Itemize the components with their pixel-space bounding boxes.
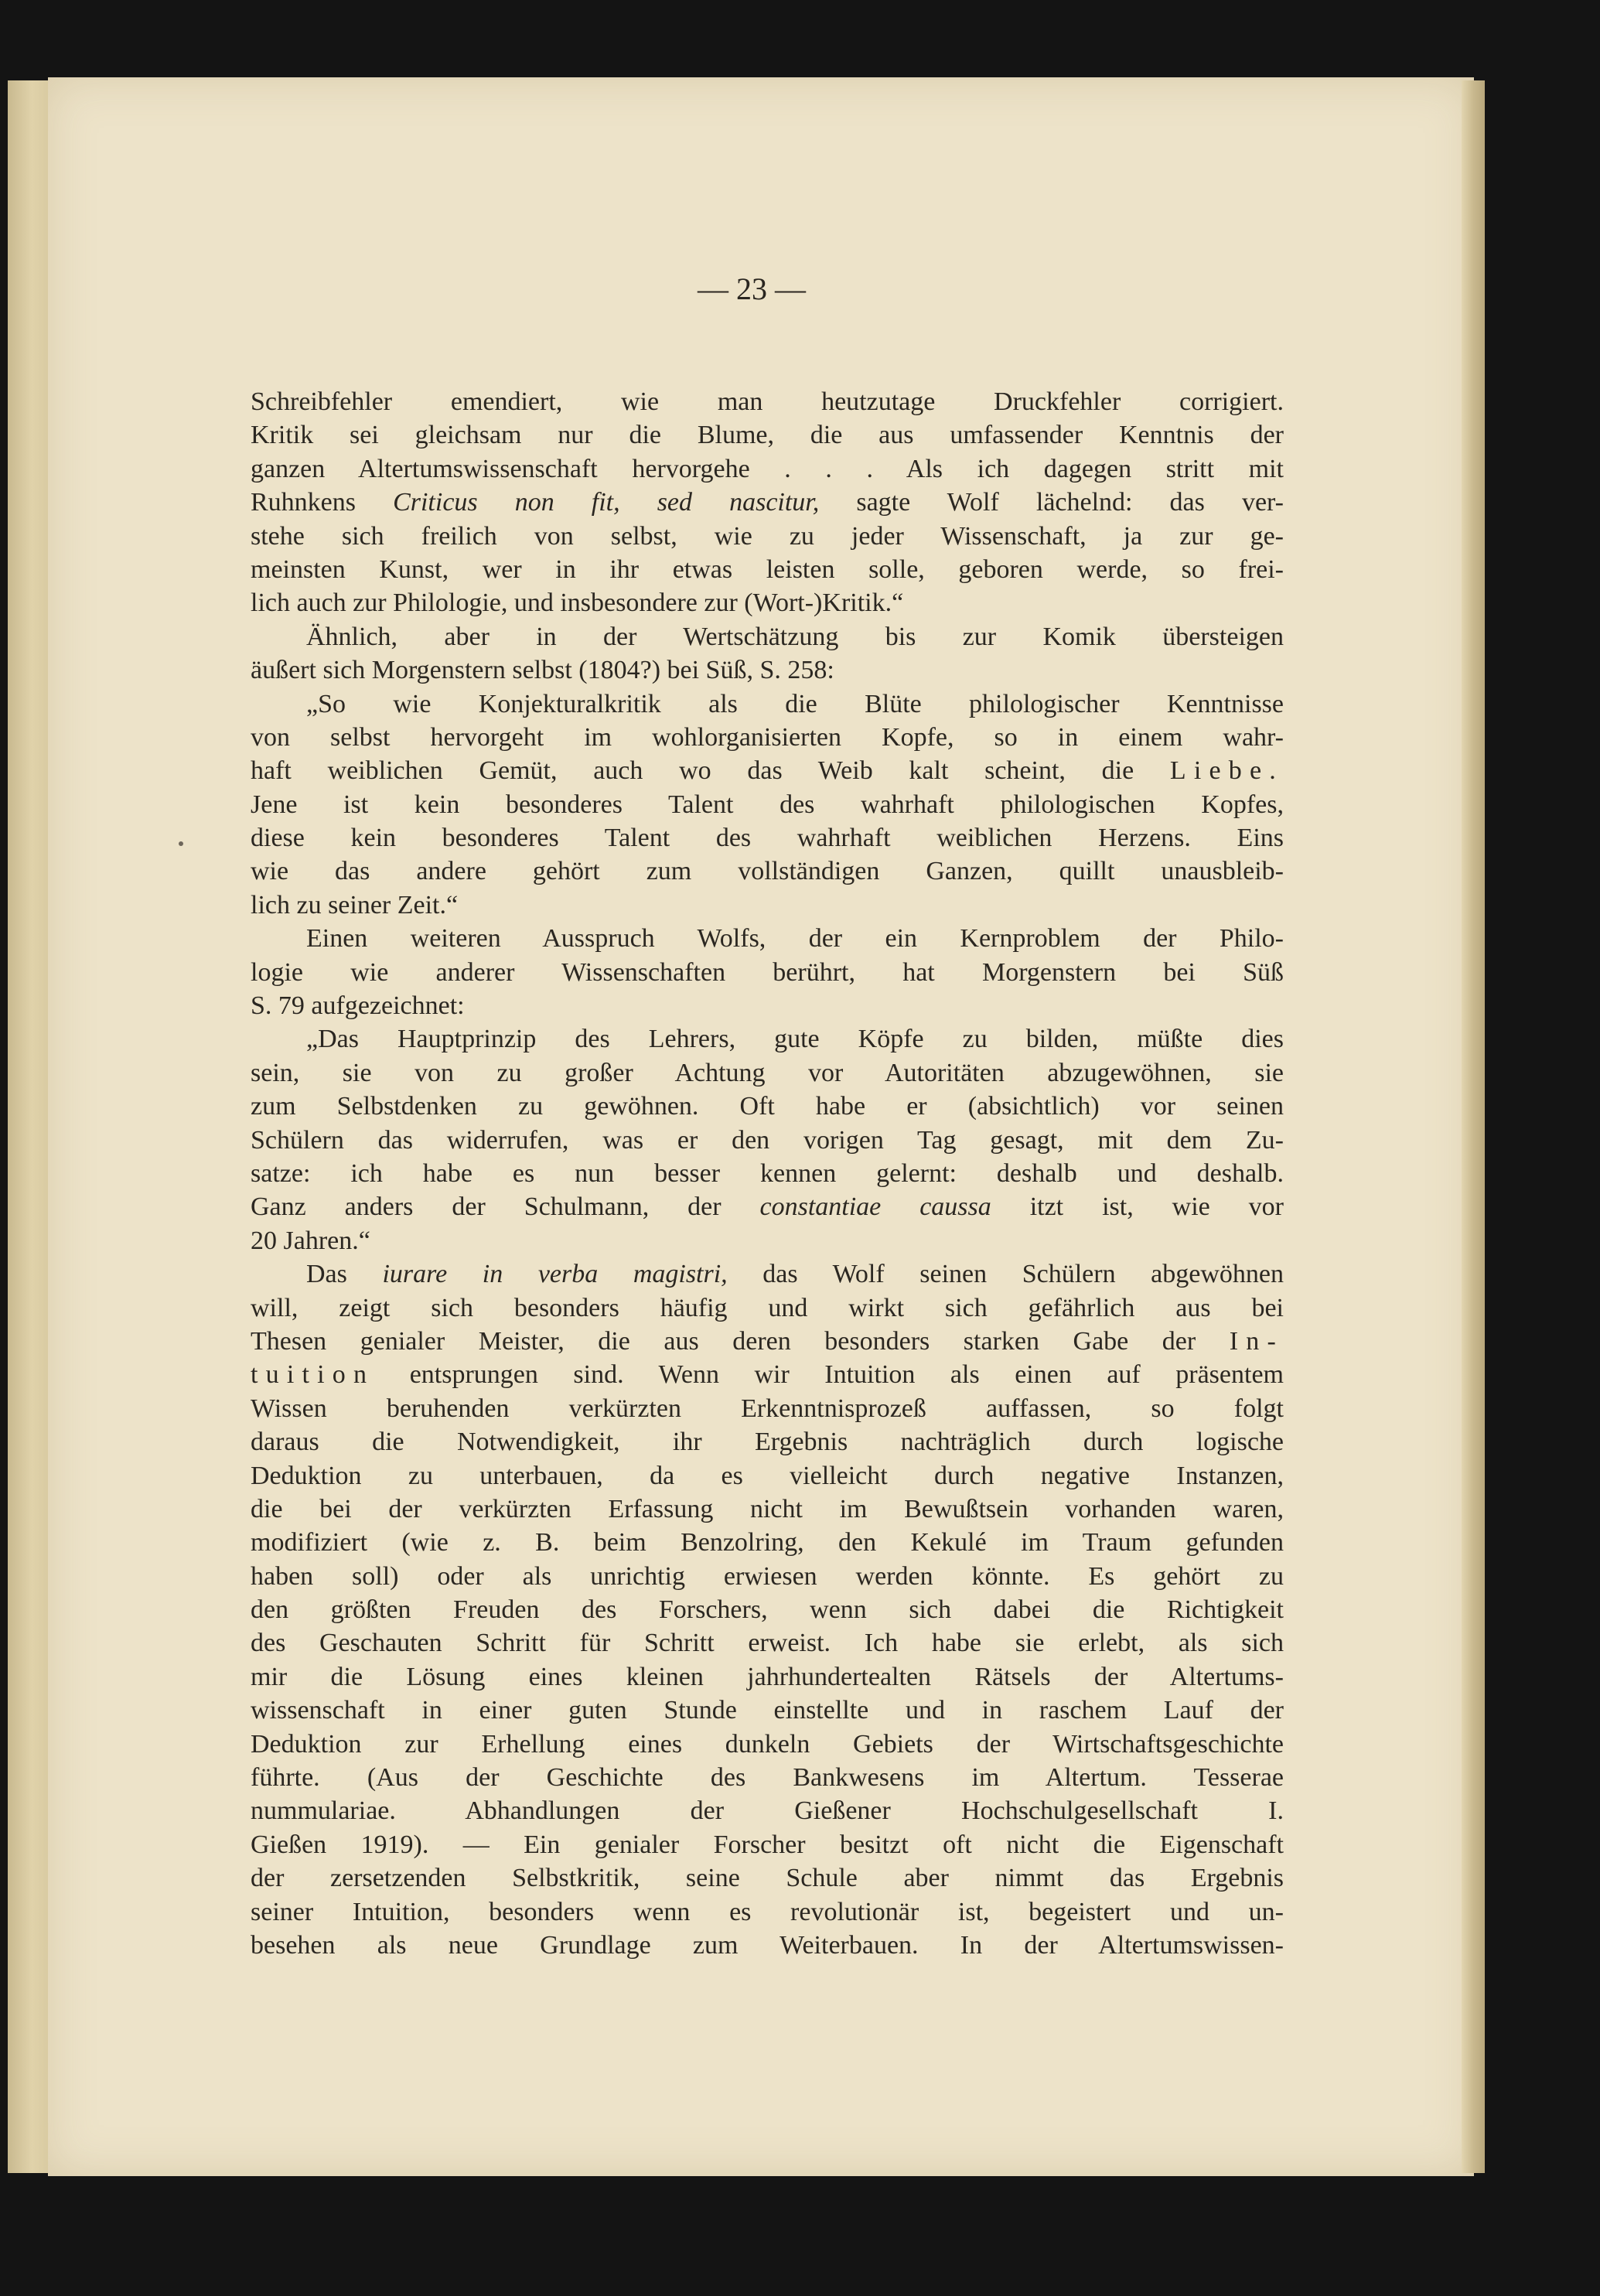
text-line [251, 1325, 1284, 1358]
text-line [251, 1022, 1284, 1056]
text-line [251, 922, 1284, 955]
text-run: will, zeigt sich besonders häufig und wirkt sich gefährlich aus bei [251, 1293, 1284, 1322]
text-line [251, 1190, 1284, 1223]
text-line [251, 889, 1284, 922]
text-line [251, 1291, 1284, 1325]
text-line [251, 1626, 1284, 1660]
text-line [251, 1459, 1284, 1493]
text-run: äußert sich Morgenstern selbst (1804?) bei Süß, S. 258: [251, 656, 834, 685]
page-edge-shadow [1462, 80, 1485, 2173]
text-line [251, 1157, 1284, 1190]
text-run: die bei der verkürzten Erfassung nicht im Bewußtsein vorhanden waren, [251, 1494, 1284, 1523]
text-run: meinsten Kunst, wer in ihr etwas leisten solle, geboren werde, so frei- [251, 554, 1284, 584]
text-run: diese kein besonderes Talent des wahrhaft weiblichen Herzens. Eins [251, 824, 1284, 853]
text-run: zum Selbstdenken zu gewöhnen. Oft habe er (absichtlich) vor seinen [251, 1092, 1284, 1121]
text-run: haben soll) oder als unrichtig erwiesen werden könnte. Es gehört zu [251, 1561, 1284, 1591]
text-line [251, 1425, 1284, 1458]
text-run: Thesen genialer Meister, die aus deren besonders starken Gabe der [251, 1326, 1230, 1356]
text-run: der zersetzenden Selbstkritik, seine Schule aber nimmt das Ergebnis [251, 1864, 1284, 1893]
text-line [251, 821, 1284, 855]
text-run: wissenschaft in einer guten Stunde einstellte und in raschem Lauf der [251, 1696, 1284, 1725]
spaced-text: tuition [251, 1360, 375, 1390]
facing-page-edge [8, 80, 48, 2173]
text-line [251, 1560, 1284, 1593]
text-run: des Geschauten Schritt für Schritt erweist. Ich habe sie erlebt, als sich [251, 1629, 1284, 1658]
text-line [251, 1493, 1284, 1526]
text-line [251, 586, 1284, 619]
text-line [251, 1090, 1284, 1123]
text-run: modifiziert (wie z. B. beim Benzolring, den Kekulé im Traum gefunden [251, 1528, 1284, 1557]
text-run: sagte Wolf lächelnd: das ver- [819, 488, 1284, 517]
text-run: Deduktion zu unterbauen, da es vielleicht durch negative Instanzen, [251, 1461, 1284, 1490]
text-line [251, 1526, 1284, 1559]
text-line [251, 418, 1284, 452]
text-line [251, 1828, 1284, 1861]
spaced-text: In- [1229, 1326, 1284, 1356]
text-run: wie das andere gehört zum vollständigen Ganzen, quillt unausbleib- [251, 857, 1284, 886]
italic-text: constantiae caussa [759, 1192, 991, 1222]
text-line [251, 1358, 1284, 1391]
text-run: mir die Lösung eines kleinen jahrhundertealten Rätsels der Altertums- [251, 1662, 1284, 1691]
text-line [251, 1257, 1284, 1291]
text-line [251, 1124, 1284, 1157]
text-line [251, 687, 1284, 721]
text-line [251, 855, 1284, 888]
italic-text: Criticus non fit, sed nascitur, [393, 488, 820, 517]
text-line [251, 1392, 1284, 1425]
text-line [251, 1929, 1284, 1962]
text-line [251, 1895, 1284, 1929]
text-run: „Das Hauptprinzip des Lehrers, gute Köpfe zu bilden, müßte dies [306, 1025, 1284, 1054]
text-line [251, 1861, 1284, 1895]
spaced-text: Liebe. [1169, 756, 1284, 786]
text-run: Das [306, 1260, 383, 1289]
text-line [251, 1761, 1284, 1794]
text-line [251, 486, 1284, 519]
text-run: führte. (Aus der Geschichte des Bankwesens im Altertum. Tesserae [251, 1763, 1284, 1793]
text-line [251, 989, 1284, 1022]
book-page [48, 77, 1474, 2176]
text-line [251, 620, 1284, 653]
text-run: Jene ist kein besonderes Talent des wahrhaft philologischen Kopfes, [251, 790, 1284, 819]
text-run: nummulariae. Abhandlungen der Gießener Hochschulgesellschaft I. [251, 1796, 1284, 1826]
text-run: Kritik sei gleichsam nur die Blume, die aus umfassender Kenntnis der [251, 421, 1284, 450]
text-run: logie wie anderer Wissenschaften berührt, hat Morgenstern bei Süß [251, 957, 1284, 987]
text-line [251, 452, 1284, 486]
text-run: lich zu seiner Zeit.“ [251, 890, 459, 919]
text-run: den größten Freuden des Forschers, wenn sich dabei die Richtigkeit [251, 1595, 1284, 1625]
text-line [251, 1593, 1284, 1626]
text-run: Einen weiteren Ausspruch Wolfs, der ein Kernproblem der Philo- [306, 924, 1284, 954]
text-run: entsprungen sind. Wenn wir Intuition als einen auf präsentem [374, 1360, 1284, 1390]
text-run: Deduktion zur Erhellung eines dunkeln Gebiets der Wirtschaftsgeschichte [251, 1729, 1284, 1759]
text-run: Schülern das widerrufen, was er den vorigen Tag gesagt, mit dem Zu- [251, 1125, 1284, 1155]
text-run: Ruhnkens [251, 488, 394, 517]
text-run: 20 Jahren.“ [251, 1226, 370, 1255]
text-run: satze: ich habe es nun besser kennen gelernt: deshalb und deshalb. [251, 1158, 1284, 1188]
text-line [251, 721, 1284, 754]
text-run: itzt ist, wie vor [991, 1192, 1284, 1222]
text-line [251, 1224, 1284, 1257]
text-run: haft weiblichen Gemüt, auch wo das Weib kalt scheint, die [251, 756, 1170, 786]
page-number: — 23 — [698, 271, 806, 306]
text-line [251, 1794, 1284, 1827]
text-line [251, 1694, 1284, 1727]
text-line [251, 385, 1284, 418]
text-line [251, 553, 1284, 586]
text-run: ganzen Altertumswissenschaft hervorgehe . . . Als ich dagegen stritt mit [251, 454, 1284, 483]
text-line [251, 754, 1284, 787]
text-run: Ganz anders der Schulmann, der [251, 1192, 760, 1222]
text-run: Gießen 1919). — Ein genialer Forscher besitzt oft nicht die Eigenschaft [251, 1830, 1284, 1859]
text-run: Ähnlich, aber in der Wertschätzung bis zur Komik übersteigen [306, 622, 1284, 651]
text-line [251, 653, 1284, 687]
text-run: besehen als neue Grundlage zum Weiterbauen. In der Altertumswissen- [251, 1930, 1284, 1960]
text-line [251, 956, 1284, 989]
body-text [251, 385, 1284, 1962]
text-run: Schreibfehler emendiert, wie man heutzutage Druckfehler corrigiert. [251, 387, 1284, 416]
text-run: das Wolf seinen Schülern abgewöhnen [727, 1260, 1284, 1289]
text-line [251, 1728, 1284, 1761]
text-line [251, 788, 1284, 821]
text-run: sein, sie von zu großer Achtung vor Autoritäten abzugewöhnen, sie [251, 1058, 1284, 1087]
text-line [251, 1660, 1284, 1694]
text-line [251, 1056, 1284, 1090]
text-run: seiner Intuition, besonders wenn es revolutionär ist, begeistert und un- [251, 1897, 1284, 1926]
stray-ink-mark [179, 841, 183, 846]
text-run: „So wie Konjekturalkritik als die Blüte philologischer Kenntnisse [306, 689, 1284, 718]
text-run: S. 79 aufgezeichnet: [251, 991, 465, 1021]
italic-text: iurare in verba magistri, [382, 1260, 728, 1289]
text-run: Wissen beruhenden verkürzten Erkenntnisprozeß auffassen, so folgt [251, 1394, 1284, 1423]
text-run: lich auch zur Philologie, und insbesondere zur (Wort-)Kritik.“ [251, 588, 904, 618]
text-line [251, 520, 1284, 553]
text-run: daraus die Notwendigkeit, ihr Ergebnis nachträglich durch logische [251, 1428, 1284, 1457]
text-run: von selbst hervorgeht im wohlorganisierten Kopfe, so in einem wahr- [251, 722, 1284, 752]
text-run: stehe sich freilich von selbst, wie zu jeder Wissenschaft, ja zur ge- [251, 521, 1284, 551]
